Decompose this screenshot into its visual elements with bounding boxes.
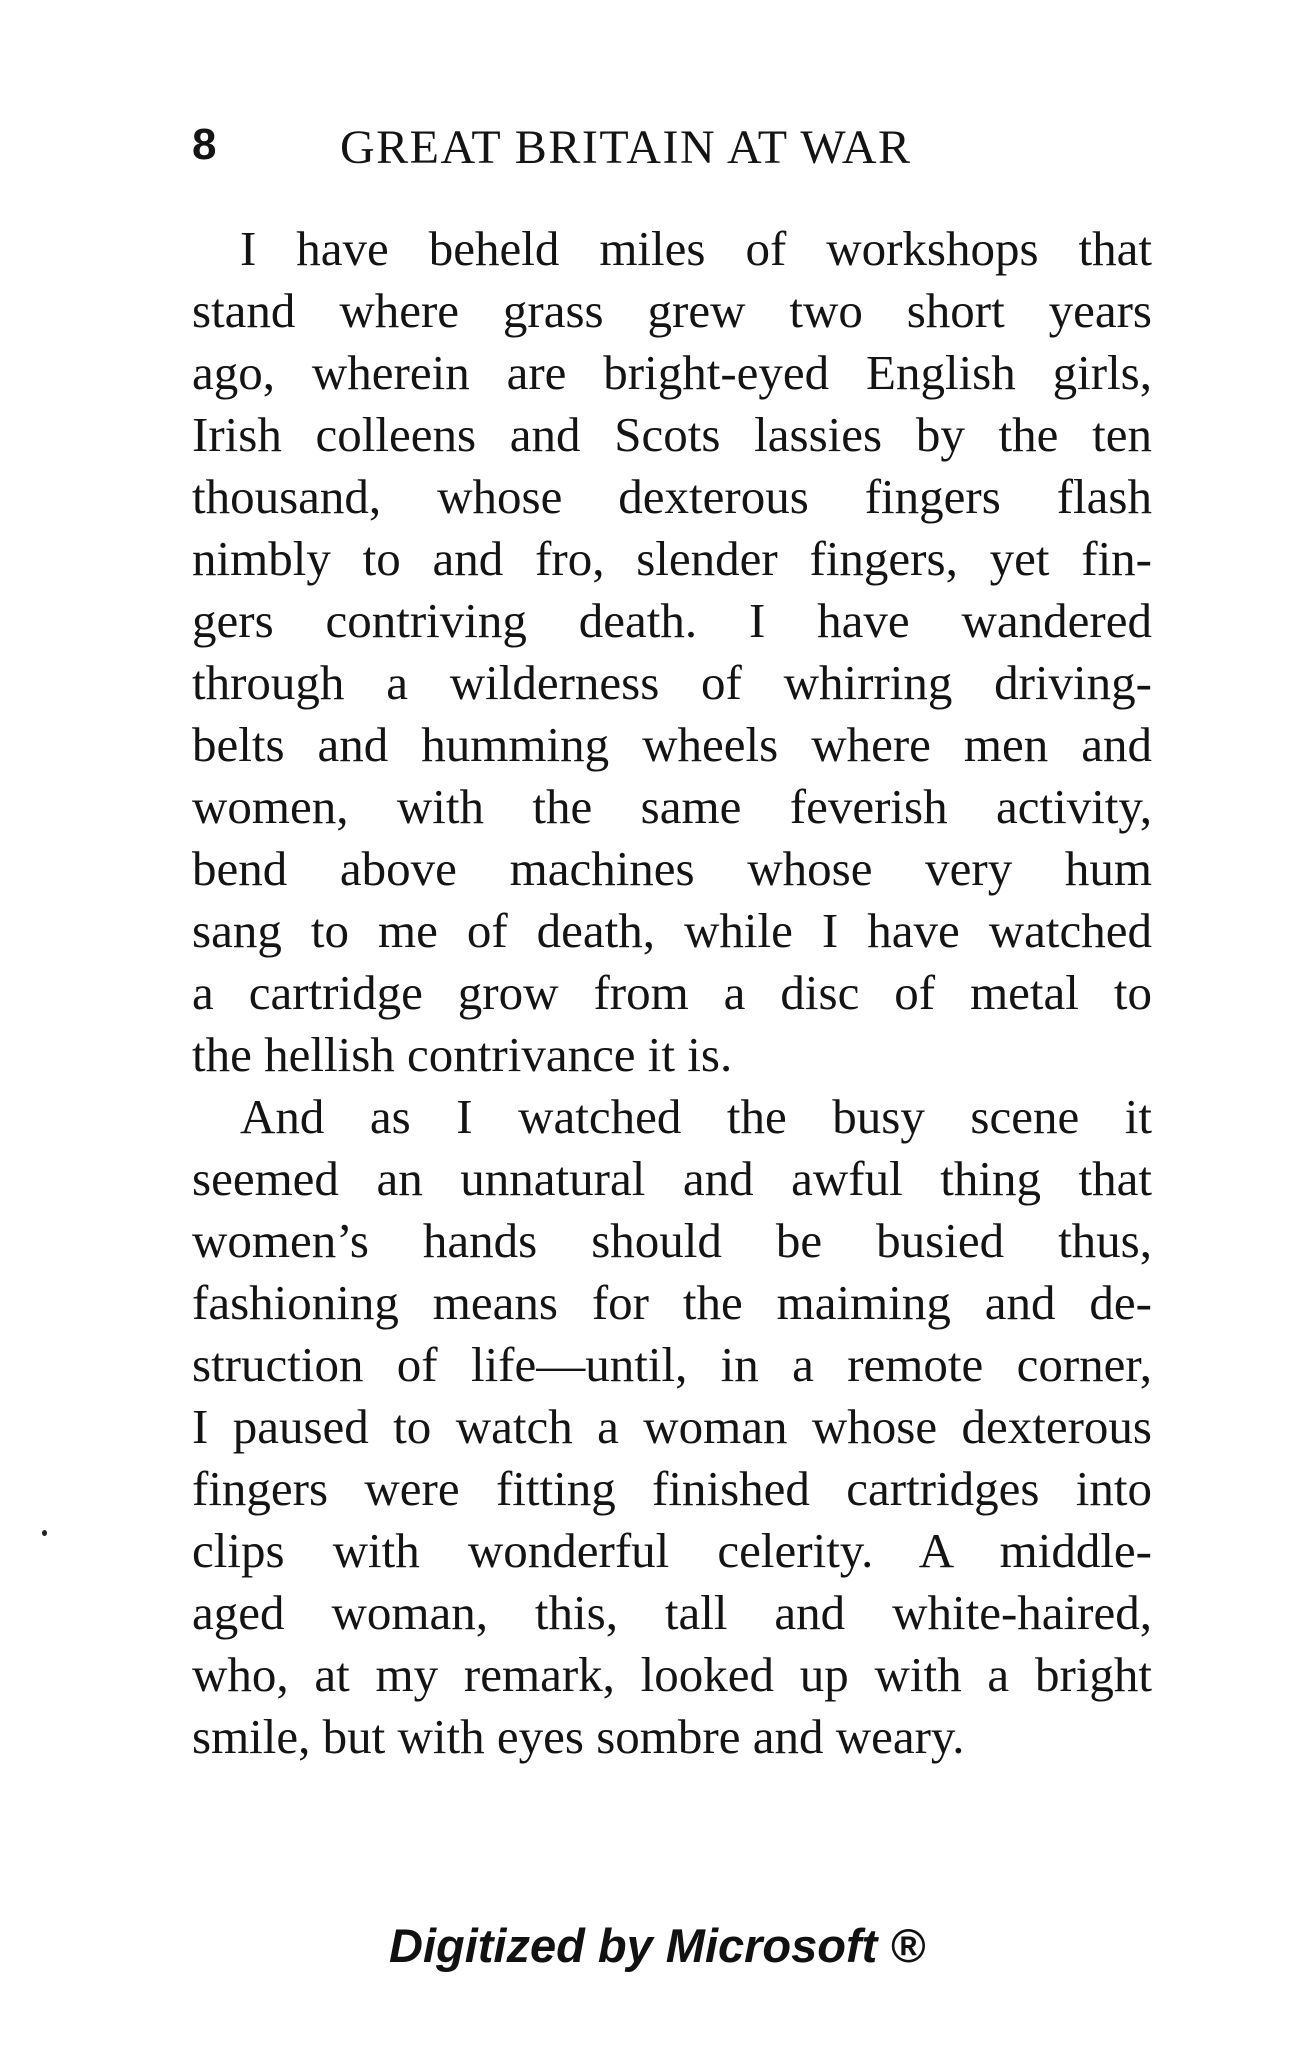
text-line: fashioning means for the maiming and de- [192,1275,1152,1330]
digitization-watermark: Digitized by Microsoft ® [389,1919,925,1972]
running-title: GREAT BRITAIN AT WAR [340,121,912,174]
text-line: belts and humming wheels where men and [192,717,1152,772]
text-line: And as I watched the busy scene it [240,1089,1152,1144]
text-line: I have beheld miles of workshops that [240,221,1152,276]
text-line: struction of life—until, in a remote corner, [192,1337,1152,1392]
text-line: the hellish contrivance it is. [192,1027,733,1082]
text-line: smile, but with eyes sombre and weary. [192,1709,965,1764]
text-line: I paused to watch a woman whose dexterous [192,1399,1152,1454]
text-line: a cartridge grow from a disc of metal to [192,965,1152,1020]
text-line: women, with the same feverish activity, [192,779,1152,834]
text-line: Irish colleens and Scots lassies by the ten [192,407,1152,462]
text-line: women’s hands should be busied thus, [192,1213,1152,1268]
text-line: fingers were fitting finished cartridges into [192,1461,1152,1516]
text-line: through a wilderness of whirring driving- [192,655,1152,710]
text-line: seemed an unnatural and awful thing that [192,1151,1152,1206]
text-line: thousand, whose dexterous fingers flash [192,469,1152,524]
text-line: bend above machines whose very hum [192,841,1152,896]
body-text [192,218,1152,1768]
text-line: sang to me of death, while I have watched [192,903,1152,958]
text-line: ago, wherein are bright-eyed English girls, [192,345,1152,400]
page-number: 8 [192,120,218,169]
running-head [192,120,1092,180]
text-line: nimbly to and fro, slender fingers, yet fin- [192,531,1152,586]
text-line: aged woman, this, tall and white-haired, [192,1585,1152,1640]
text-line: clips with wonderful celerity. A middle- [192,1523,1152,1578]
text-line: stand where grass grew two short years [192,283,1152,338]
text-line: gers contriving death. I have wandered [192,593,1152,648]
text-line: who, at my remark, looked up with a bright [192,1647,1152,1702]
stray-ink-mark [42,1530,47,1536]
